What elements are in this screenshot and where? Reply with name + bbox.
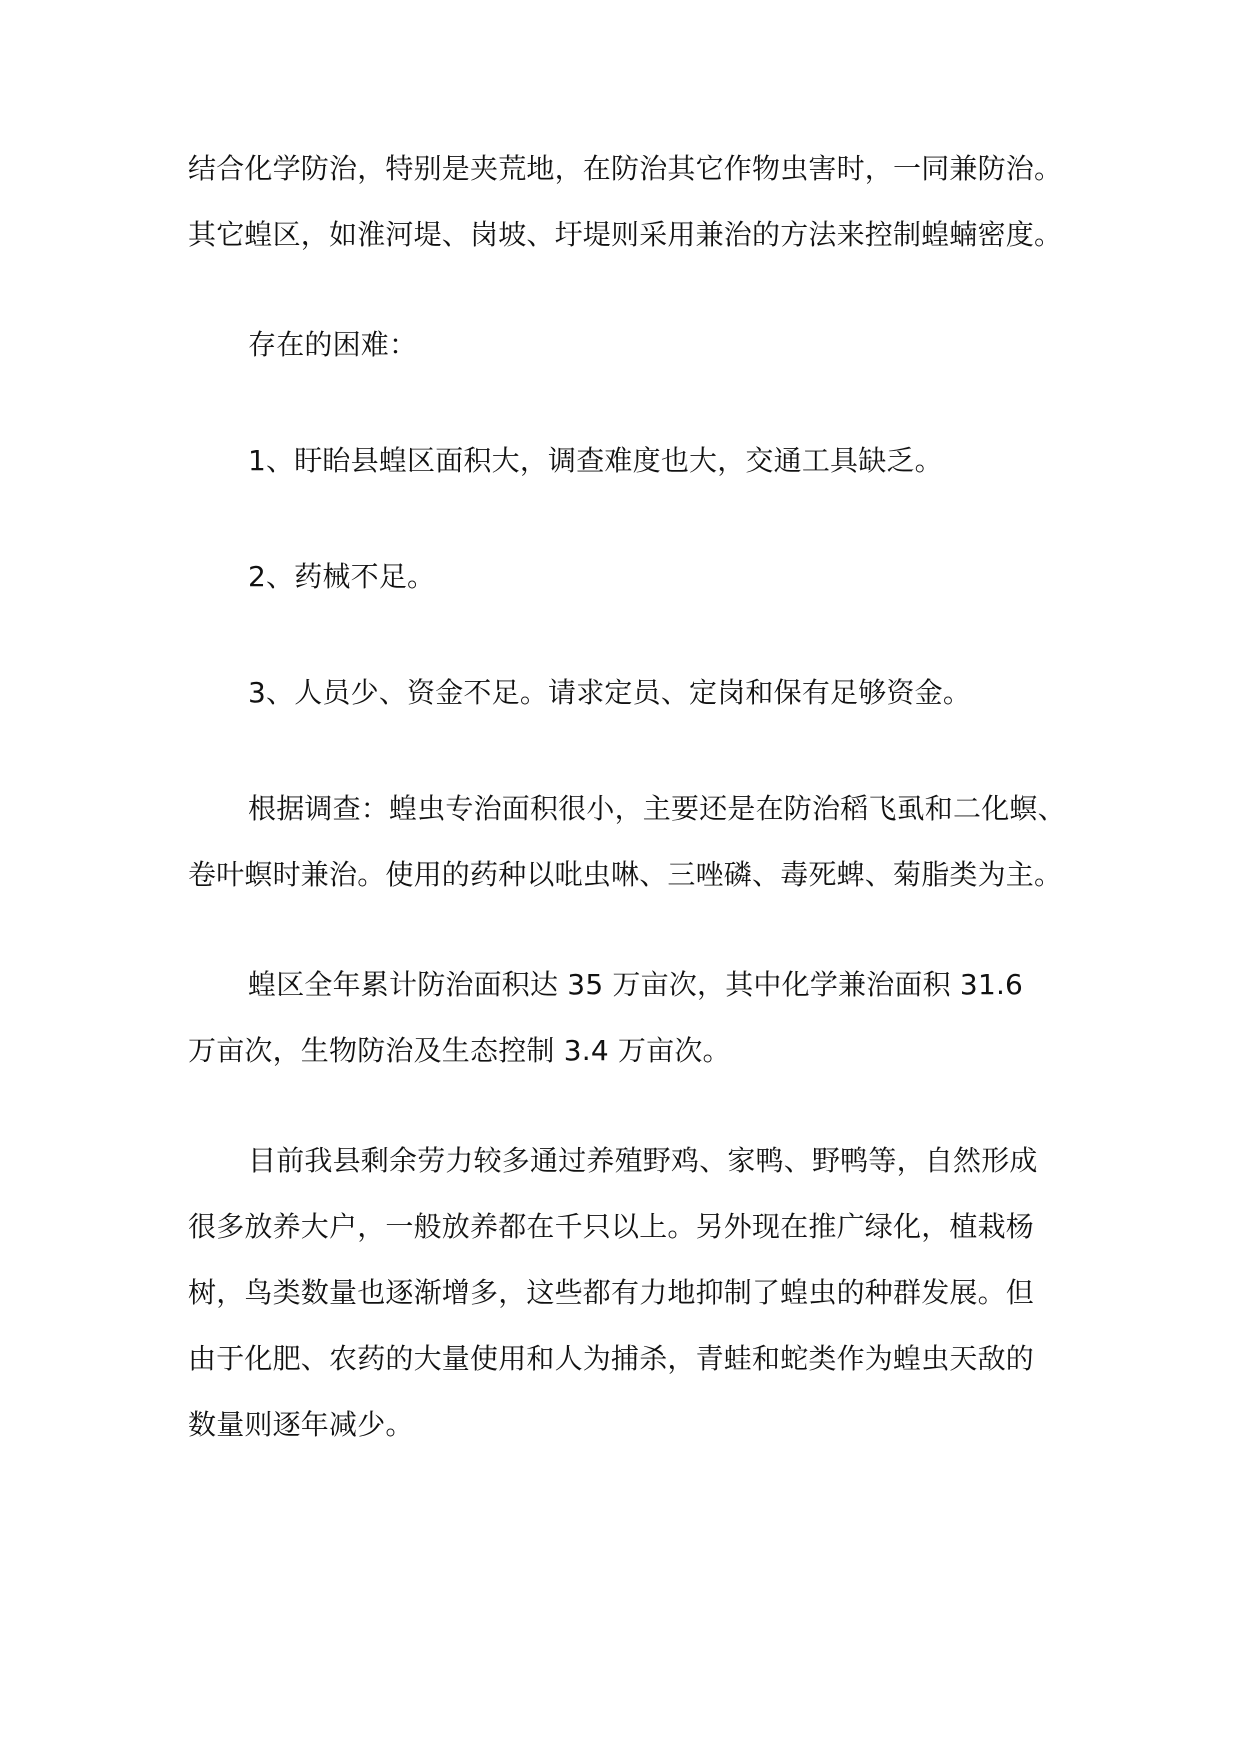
paragraph-difficulty-2 bbox=[188, 544, 1053, 610]
text-line: 由于化肥、农药的大量使用和人为捕杀，青蛙和蛇类作为蝗虫天敌的 bbox=[188, 1342, 1035, 1375]
text-line: 存在的困难： bbox=[248, 328, 418, 361]
paragraph-difficulty-1 bbox=[188, 428, 1053, 494]
text-line: 树，鸟类数量也逐渐增多，这些都有力地抑制了蝗虫的种群发展。但 bbox=[188, 1276, 1035, 1309]
text-line: 根据调查：蝗虫专治面积很小，主要还是在防治稻飞虱和二化螟、 bbox=[248, 792, 1066, 825]
text-line: 数量则逐年减少。 bbox=[188, 1408, 414, 1441]
paragraph-survey bbox=[188, 776, 1066, 908]
text-line: 结合化学防治，特别是夹荒地，在防治其它作物虫害时，一同兼防治。 bbox=[188, 152, 1063, 185]
text-line: 3、人员少、资金不足。请求定员、定岗和保有足够资金。 bbox=[248, 676, 972, 709]
text-line: 很多放养大户，一般放养都在千只以上。另外现在推广绿化，植栽杨 bbox=[188, 1210, 1035, 1243]
paragraph-control-area bbox=[188, 952, 1053, 1084]
text-line: 1、盱眙县蝗区面积大，调查难度也大，交通工具缺乏。 bbox=[248, 444, 943, 477]
text-line: 其它蝗区，如淮河堤、岗坡、圩堤则采用兼治的方法来控制蝗蝻密度。 bbox=[188, 218, 1063, 251]
text-line: 2、药械不足。 bbox=[248, 560, 436, 593]
paragraph-difficulty-3 bbox=[188, 660, 1053, 726]
text-line: 万亩次，生物防治及生态控制 3.4 万亩次。 bbox=[188, 1034, 731, 1067]
text-line: 目前我县剩余劳力较多通过养殖野鸡、家鸭、野鸭等，自然形成 bbox=[248, 1144, 1038, 1177]
paragraph-natural-enemies bbox=[188, 1128, 1053, 1458]
text-line: 卷叶螟时兼治。使用的药种以吡虫啉、三唑磷、毒死蜱、菊脂类为主。 bbox=[188, 858, 1063, 891]
paragraph-difficulties-heading bbox=[188, 312, 1053, 378]
text-line: 蝗区全年累计防治面积达 35 万亩次，其中化学兼治面积 31.6 bbox=[248, 968, 1024, 1001]
paragraph-chemical-control bbox=[188, 136, 1063, 268]
